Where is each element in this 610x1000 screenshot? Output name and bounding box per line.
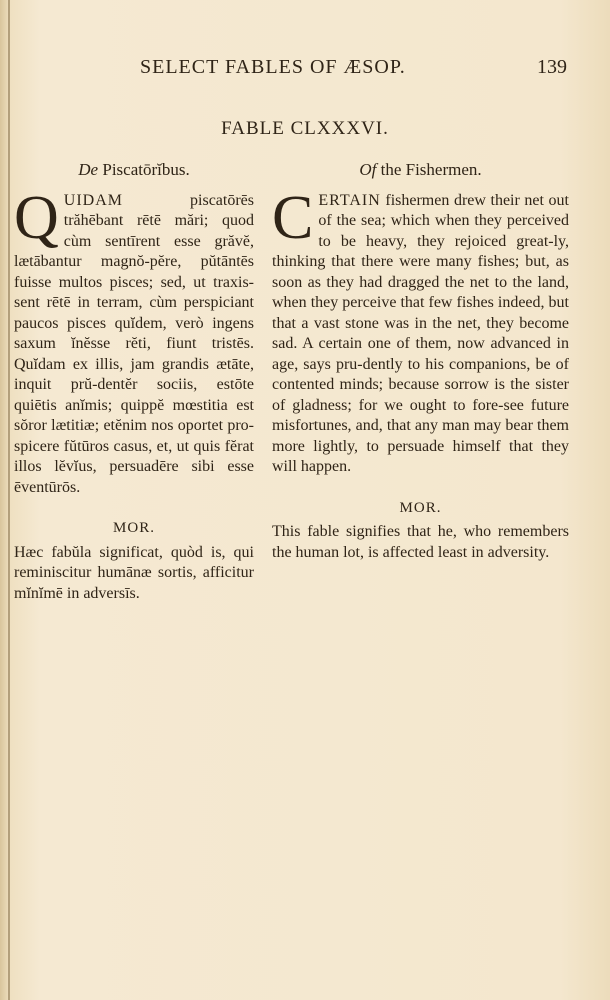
fable-title: FABLE CLXXXVI. (221, 118, 389, 139)
english-body (272, 183, 569, 478)
english-moral-heading: MOR. (399, 499, 442, 516)
latin-subtitle-rest: Piscatōrĭbus. (102, 160, 190, 179)
english-subtitle-rest: the Fishermen. (380, 160, 482, 179)
latin-subtitle (14, 160, 254, 181)
english-moral-text: This fable signifies that he, who remembers the human lot, is affected least in adversity. (272, 523, 569, 561)
latin-opening-caps: UIDAM (63, 191, 123, 209)
english-dropcap: C (272, 183, 314, 252)
binding-edge (8, 0, 10, 1000)
latin-moral-text: Hæc fabŭla significat, quòd is, qui reminiscitur humānæ sortis, afficitur mĭnĭmē in adversīs. (14, 543, 254, 602)
latin-body (14, 183, 254, 499)
latin-moral-heading: MOR. (113, 520, 155, 536)
running-head: SELECT FABLES OF ÆSOP. (140, 56, 406, 78)
latin-subtitle-word: De (78, 160, 99, 179)
column-gap (262, 210, 263, 730)
english-subtitle (272, 160, 569, 181)
english-body-text: fishermen drew their net out of the sea; which when they perceived to be heavy, they rejoiced great-ly, thinking that there were many fishes; but, as soon as they had dragged the net to the land, when they perceive that few fishes indeed, but that a vast stone was in the net, they become sad. A certain one of them, now advanced in age, says pru-dently to his companions, be of contented minds; because sorrow is the sister of gladness; for we ought to fore-see future misfortunes, and, that any man may bear them more lightly, to persuade himself that they will happen. (272, 191, 569, 475)
page-header (0, 56, 610, 84)
english-column (272, 160, 569, 563)
latin-dropcap: Q (14, 183, 59, 252)
english-subtitle-word: Of (359, 160, 377, 179)
latin-body-text: piscatōrēs trăhēbant rētē mări; quod cùm sentīrent esse grăvĕ, lætābantur magnŏ-pĕre, pŭtāntēs fuisse multos pisces; sed, ut traxis-sent rētē in terram, cùm perspiciant paucos pisces quĭdem, verò ingens saxum ĭnĕsse rĕti, fiunt tristēs. Quĭdam ex illis, jam grandis ætāte, inquit prŭ-dentĕr sociis, estōte quiētis anĭmis; quippĕ mœstitia est sŏror lætitiæ; etĕnim nos oportet pro-spicere fŭtūros casus, et, ut quis fĕrat illos lĕvĭus, persuadēre sibi esse ēventūrōs. (14, 191, 254, 496)
english-opening-caps: ERTAIN (318, 191, 381, 209)
latin-column (14, 160, 254, 604)
page-number: 139 (537, 56, 567, 78)
